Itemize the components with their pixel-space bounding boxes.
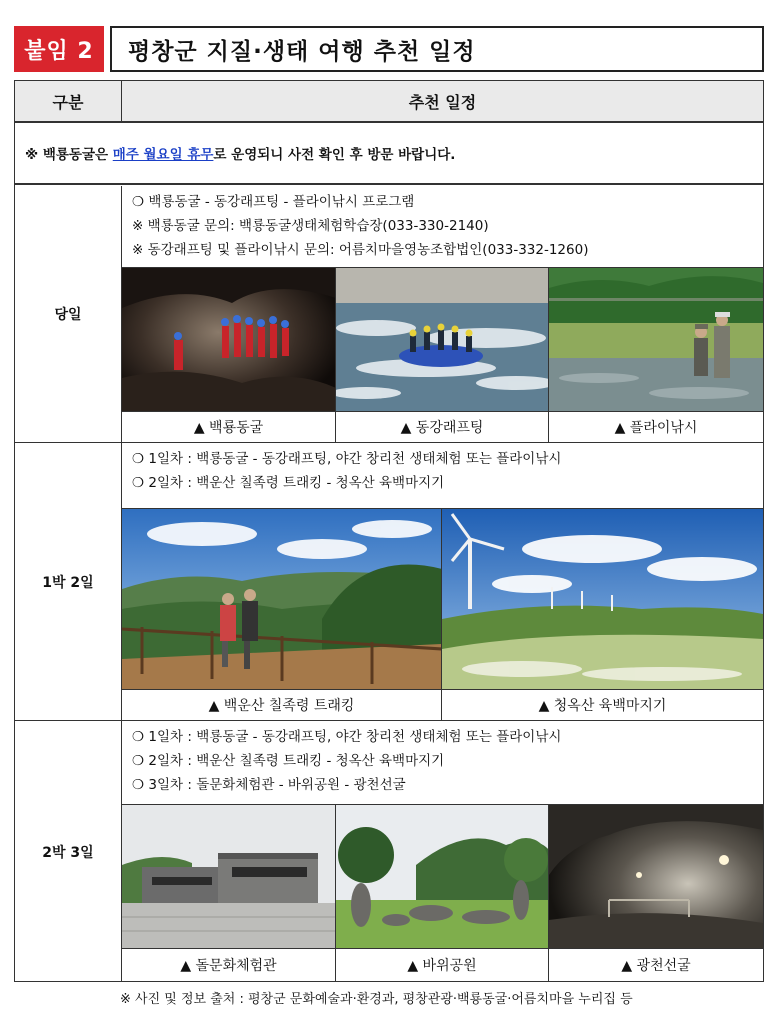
table-header-row [15, 81, 763, 123]
notice-prefix: ※ 백룡동굴은 [25, 147, 113, 163]
section-body [122, 186, 763, 442]
photo-caption: ▲ 백룡동굴 [122, 412, 336, 442]
fly-fishing-photo [549, 268, 763, 411]
photo-row [122, 509, 763, 689]
col-header-schedule: 추천 일정 [408, 92, 477, 112]
section-label: 1박 2일 [15, 443, 122, 720]
photo-caption: ▲ 돌문화체험관 [122, 949, 336, 981]
photo-caption: ▲ 플라이낚시 [614, 420, 698, 436]
caption-row [122, 948, 763, 981]
gwangcheon-cave-photo [549, 805, 763, 948]
rock-park-photo [336, 805, 549, 948]
section-label: 2박 3일 [15, 721, 122, 982]
photo-caption: ▲ 청옥산 육백마지기 [538, 698, 667, 714]
photo-row [122, 268, 763, 411]
notice-suffix: 로 운영되니 사전 확인 후 방문 바랍니다. [213, 147, 456, 163]
schedule-lines [122, 443, 763, 509]
caption-row [122, 411, 763, 442]
rafting-photo [336, 268, 549, 411]
photo-caption: ▲ 광천선굴 [621, 958, 691, 974]
section-three-day [15, 721, 763, 982]
col-header-category: 구분 [15, 81, 122, 121]
notice-row [15, 123, 763, 185]
schedule-line: ❍ 1일차 : 백룡동굴 - 동강래프팅, 야간 창리천 생태체험 또는 플라이낚시 [132, 729, 562, 745]
schedule-table [14, 80, 764, 982]
photo-caption: ▲ 바위공원 [336, 949, 549, 981]
schedule-line: ※ 동강래프팅 및 플라이낚시 문의: 어름치마을영농조합법인(033-332-1260) [132, 242, 589, 258]
section-label: 당일 [15, 186, 122, 442]
cave-photo [122, 268, 336, 411]
yukbaekmajigi-photo [442, 509, 763, 689]
photo-caption: ▲ 백운산 칠족령 트래킹 [122, 690, 442, 720]
stone-culture-center-photo [122, 805, 336, 948]
chiljokryeong-photo [122, 509, 442, 689]
schedule-line: ※ 백룡동굴 문의: 백룡동굴생태체험학습장(033-330-2140) [132, 218, 489, 234]
section-body [122, 721, 763, 982]
photo-row [122, 805, 763, 948]
caption-row [122, 689, 763, 720]
source-footnote: ※ 사진 및 정보 출처 : 평창군 문화예술과·환경과, 평창관광·백룡동굴·어름치마을 누리집 등 [120, 992, 633, 1007]
schedule-line: ❍ 2일차 : 백운산 칠족령 트래킹 - 청옥산 육백마지기 [132, 475, 445, 491]
attachment-tag: 붙임 2 [14, 26, 104, 72]
schedule-line: ❍ 3일차 : 돌문화체험관 - 바위공원 - 광천선굴 [132, 777, 406, 793]
document-title: 평창군 지질·생태 여행 추천 일정 [110, 26, 764, 72]
schedule-line: ❍ 2일차 : 백운산 칠족령 트래킹 - 청옥산 육백마지기 [132, 753, 445, 769]
section-two-day [15, 443, 763, 721]
schedule-line: ❍ 1일차 : 백룡동굴 - 동강래프팅, 야간 창리천 생태체험 또는 플라이낚시 [132, 451, 562, 467]
notice-highlight: 매주 월요일 휴무 [112, 147, 214, 163]
schedule-lines [122, 186, 763, 268]
schedule-line: ❍ 백룡동굴 - 동강래프팅 - 플라이낚시 프로그램 [132, 194, 415, 210]
document-header [14, 26, 764, 72]
photo-caption: ▲ 동강래프팅 [336, 412, 549, 442]
schedule-lines [122, 721, 763, 805]
section-day-trip [15, 186, 763, 443]
section-body [122, 443, 763, 720]
